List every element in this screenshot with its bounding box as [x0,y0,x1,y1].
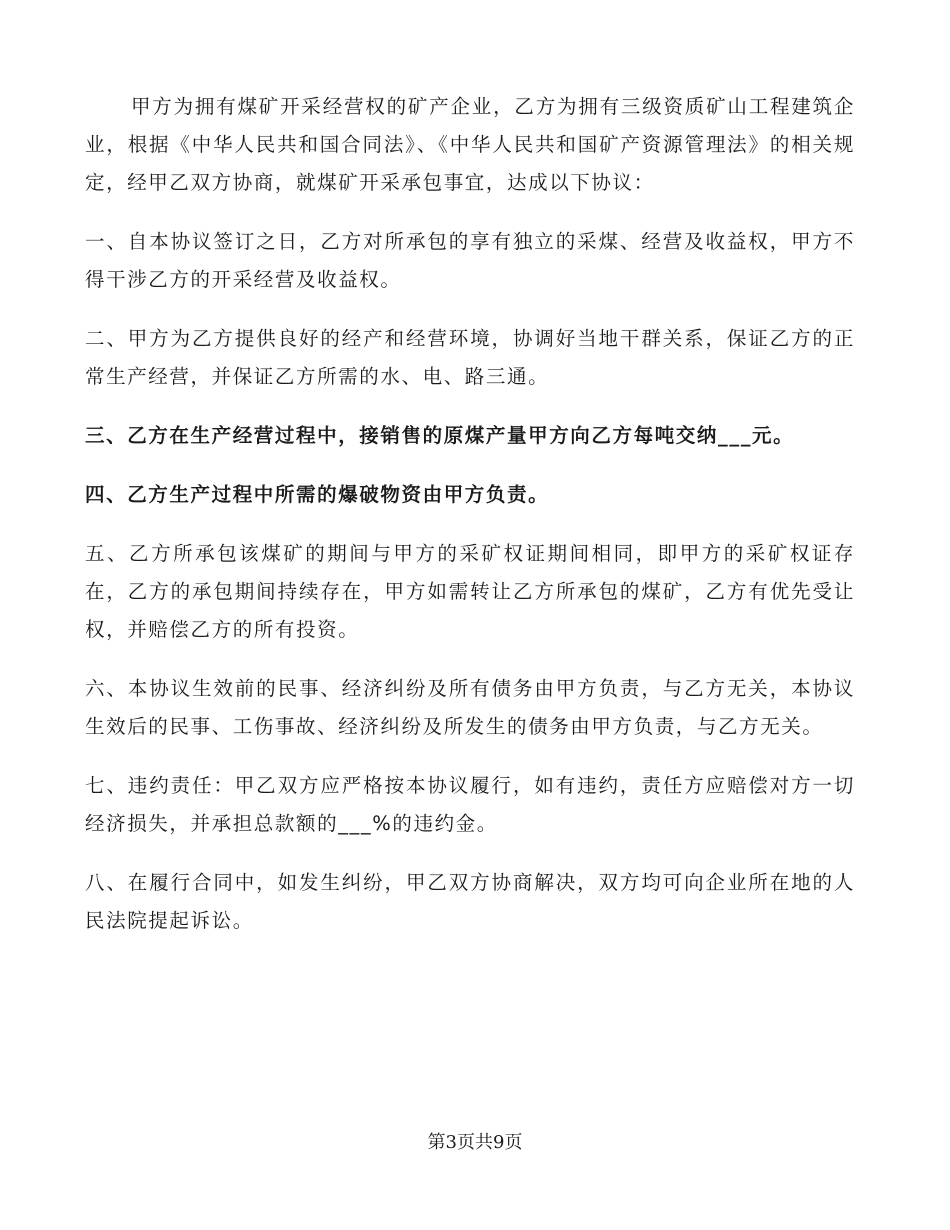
clause-2: 二、甲方为乙方提供良好的经产和经营环境，协调好当地干群关系，保证乙方的正常生产经营，并保证乙方所需的水、电、路三通。 [85,327,855,388]
clause-6: 六、本协议生效前的民事、经济纠纷及所有债务由甲方负责，与乙方无关，本协议生效后的民事、工伤事故、经济纠纷及所发生的债务由甲方负责，与乙方无关。 [85,677,855,738]
clause-4: 四、乙方生产过程中所需的爆破物资由甲方负责。 [85,483,550,506]
clause-8: 八、在履行合同中，如发生纠纷，甲乙双方协商解决，双方均可向企业所在地的人民法院提起诉讼。 [85,871,855,932]
clause-1: 一、自本协议签订之日，乙方对所承包的享有独立的采煤、经营及收益权，甲方不得干涉乙方的开采经营及收益权。 [85,230,855,291]
clause-3: 三、乙方在生产经营过程中，接销售的原煤产量甲方向乙方每吨交纳___元。 [85,424,795,447]
clause-7: 七、违约责任：甲乙双方应严格按本协议履行，如有违约，责任方应赔偿对方一切经济损失，并承担总款额的___%的违约金。 [85,774,855,835]
intro-paragraph: 甲方为拥有煤矿开采经营权的矿产企业，乙方为拥有三级资质矿山工程建筑企业，根据《中华人民共和国合同法》、《中华人民共和国矿产资源管理法》的相关规定，经甲乙双方协商，就煤矿开采承包事宜，达成以下协议： [85,95,855,194]
document-body [85,88,855,940]
page-number: 第3页共9页 [427,1132,523,1153]
clause-5: 五、乙方所承包该煤矿的期间与甲方的采矿权证期间相同，即甲方的采矿权证存在，乙方的承包期间持续存在，甲方如需转让乙方所承包的煤矿，乙方有优先受让权，并赔偿乙方的所有投资。 [85,542,855,641]
